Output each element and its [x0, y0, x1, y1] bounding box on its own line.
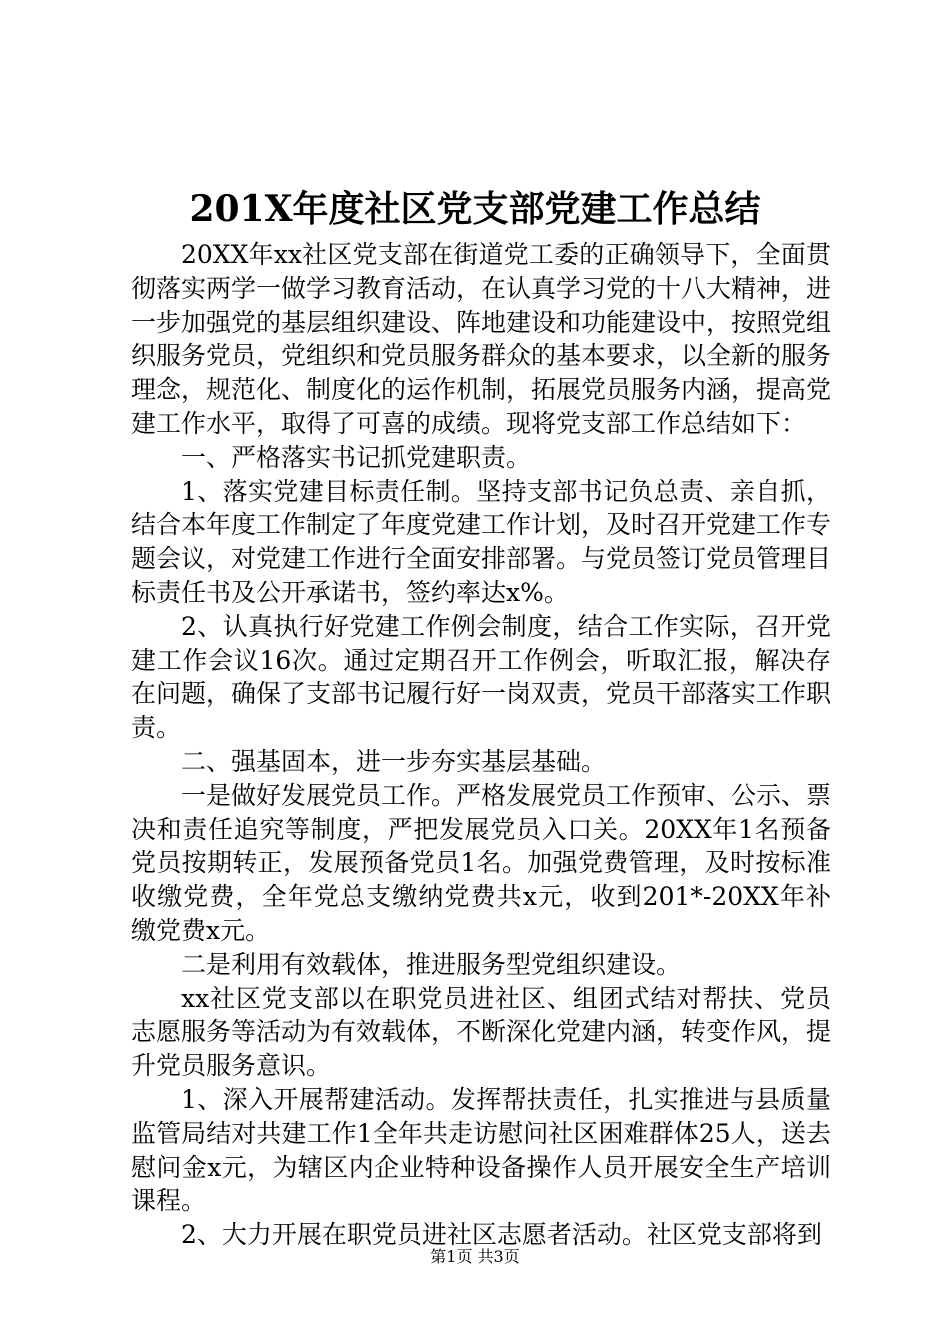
document-body	[131, 238, 831, 1252]
paragraph: 2、认真执行好党建工作例会制度，结合工作实际，召开党建工作会议16次。通过定期召开工作例会，听取汇报，解决存在问题，确保了支部书记履行好一岗双责，党员干部落实工作职责。	[131, 611, 832, 743]
paragraph: xx社区党支部以在职党员进社区、组团式结对帮扶、党员志愿服务等活动为有效载体，不断深化党建内涵，转变作风，提升党员服务意识。	[131, 983, 832, 1081]
paragraph-intro: 20XX年xx社区党支部在街道党工委的正确领导下，全面贯彻落实两学一做学习教育活动，在认真学习党的十八大精神，进一步加强党的基层组织建设、阵地建设和功能建设中，按照党组织服务党员，党组织和党员服务群众的基本要求，以全新的服务理念，规范化、制度化的运作机制，拓展党员服务内涵，提高党建工作水平，取得了可喜的成绩。现将党支部工作总结如下：	[131, 240, 832, 438]
paragraph: 一是做好发展党员工作。严格发展党员工作预审、公示、票决和责任追究等制度，严把发展党员入口关。20XX年1名预备党员按期转正，发展预备党员1名。加强党费管理，及时按标准收缴党费，全年党总支缴纳党费共x元，收到201*-20XX年补缴党费x元。	[131, 780, 832, 945]
paragraph: 2、大力开展在职党员进社区志愿者活动。社区党支部将到	[181, 1220, 822, 1250]
section-heading-2: 二、强基固本，进一步夯实基层基础。	[181, 746, 607, 776]
section-heading-1: 一、严格落实书记抓党建职责。	[181, 442, 532, 472]
paragraph: 二是利用有效载体，推进服务型党组织建设。	[181, 949, 682, 979]
page-number-footer: 第1页 共3页	[430, 1247, 520, 1266]
paragraph: 1、深入开展帮建活动。发挥帮扶责任，扎实推进与县质量监管局结对共建工作1全年共走访慰问社区困难群体25人，送去慰问金x元，为辖区内企业特种设备操作人员开展安全生产培训课程。	[131, 1084, 831, 1216]
document-title: 201X年度社区党支部党建工作总结	[189, 188, 761, 230]
paragraph: 1、落实党建目标责任制。坚持支部书记负总责、亲自抓，结合本年度工作制定了年度党建工作计划，及时召开党建工作专题会议，对党建工作进行全面安排部署。与党员签订党员管理目标责任书及公开承诺书，签约率达x%。	[131, 476, 832, 607]
